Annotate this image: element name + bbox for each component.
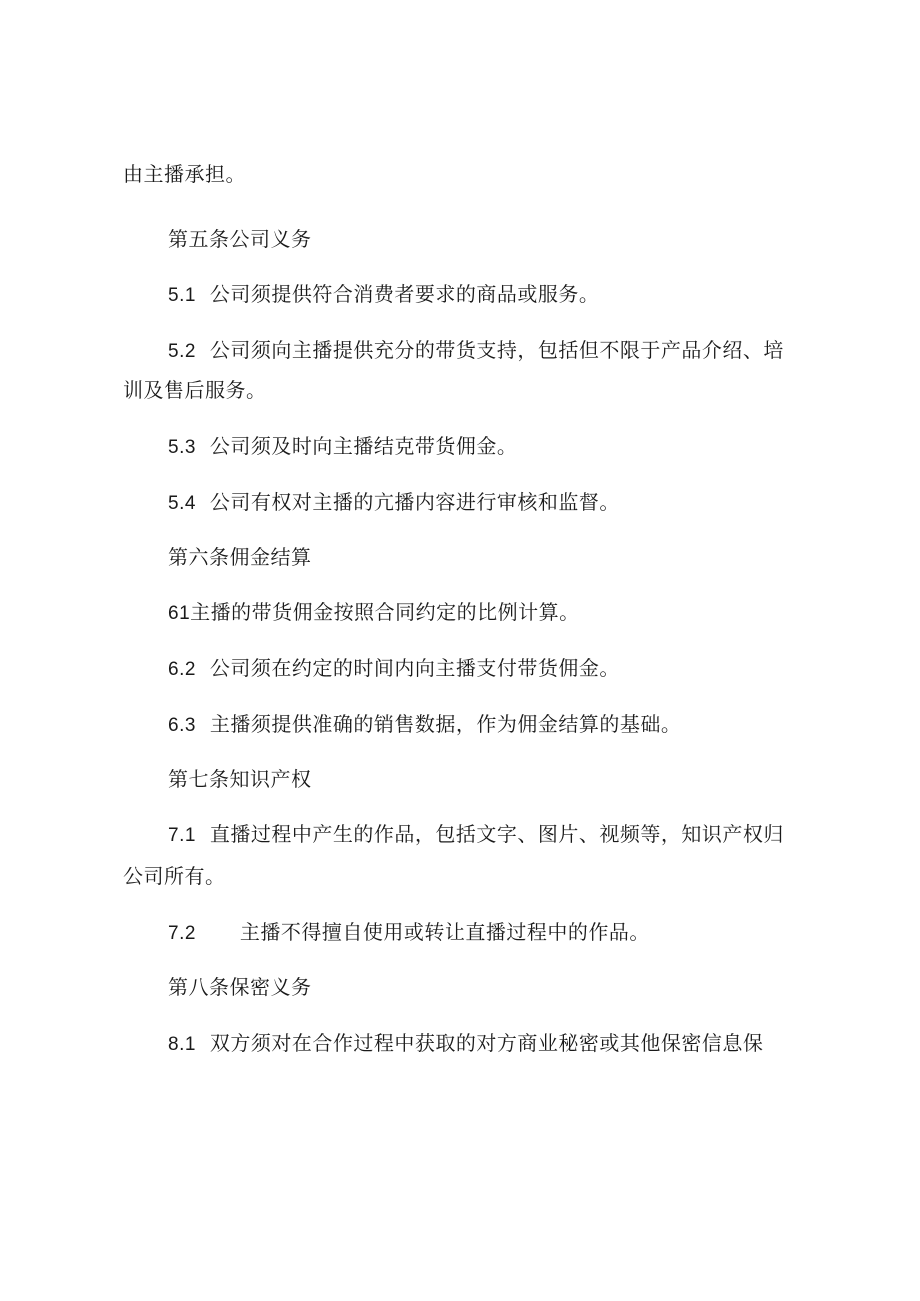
clause-6-3: [168, 710, 681, 740]
clause-text: 公司有权对主播的亢播内容进行审核和监督。: [209, 490, 620, 514]
clause-5-4: [168, 488, 620, 518]
clause-number: 7.1: [168, 825, 196, 846]
clause-7-1-continuation: [123, 862, 226, 890]
clause-text: 主播的带货佣金按照合同约定的比例计算。: [190, 600, 580, 624]
clause-6-2: [168, 654, 620, 684]
clause-number: 61: [168, 603, 191, 624]
clause-7-1: [168, 820, 784, 850]
clause-text: 公司须在约定的时间内向主播支付带货佣金。: [209, 656, 620, 680]
clause-5-1: [168, 280, 599, 310]
section-heading-text: 第六条佣金结算: [168, 545, 312, 569]
clause-8-1: [168, 1029, 763, 1059]
section-heading-7: [168, 765, 312, 793]
paragraph-continuation: [123, 160, 246, 188]
clause-5-2-continuation: [123, 376, 267, 404]
clause-text: 公司须提供符合消费者要求的商品或服务。: [209, 282, 600, 306]
clause-text: 主播不得擅自使用或转让直播过程中的作品。: [239, 920, 650, 944]
clause-number: 5.2: [168, 341, 196, 362]
clause-number: 6.3: [168, 715, 196, 736]
clause-number: 5.1: [168, 285, 196, 306]
clause-text: 双方须对在合作过程中获取的对方商业秘密或其他保密信息保: [209, 1031, 764, 1055]
clause-number: 7.2: [168, 923, 196, 944]
clause-number: 6.2: [168, 659, 196, 680]
clause-6-1: [168, 598, 580, 628]
section-heading-text: 第七条知识产权: [168, 767, 312, 791]
paragraph-text: 由主播承担。: [123, 162, 246, 186]
clause-5-2: [168, 336, 784, 366]
section-heading-text: 第五条公司义务: [168, 227, 312, 251]
clause-text: 直播过程中产生的作品，包括文字、图片、视频等，知识产权归: [209, 822, 784, 846]
section-heading-5: [168, 225, 312, 253]
clause-7-2: [168, 918, 650, 948]
section-heading-text: 第八条保密义务: [168, 975, 312, 999]
clause-number: 8.1: [168, 1034, 196, 1055]
clause-number: 5.3: [168, 437, 196, 458]
clause-number: 5.4: [168, 493, 196, 514]
clause-text: 主播须提供准确的销售数据，作为佣金结算的基础。: [209, 712, 682, 736]
clause-text: 公司所有。: [123, 864, 226, 888]
clause-text: 训及售后服务。: [123, 378, 267, 402]
section-heading-6: [168, 543, 312, 571]
section-heading-8: [168, 973, 312, 1001]
clause-5-3: [168, 432, 517, 462]
clause-text: 公司须及时向主播结克带货佣金。: [209, 434, 518, 458]
clause-text: 公司须向主播提供充分的带货支持，包括但不限于产品介绍、培: [209, 338, 784, 362]
